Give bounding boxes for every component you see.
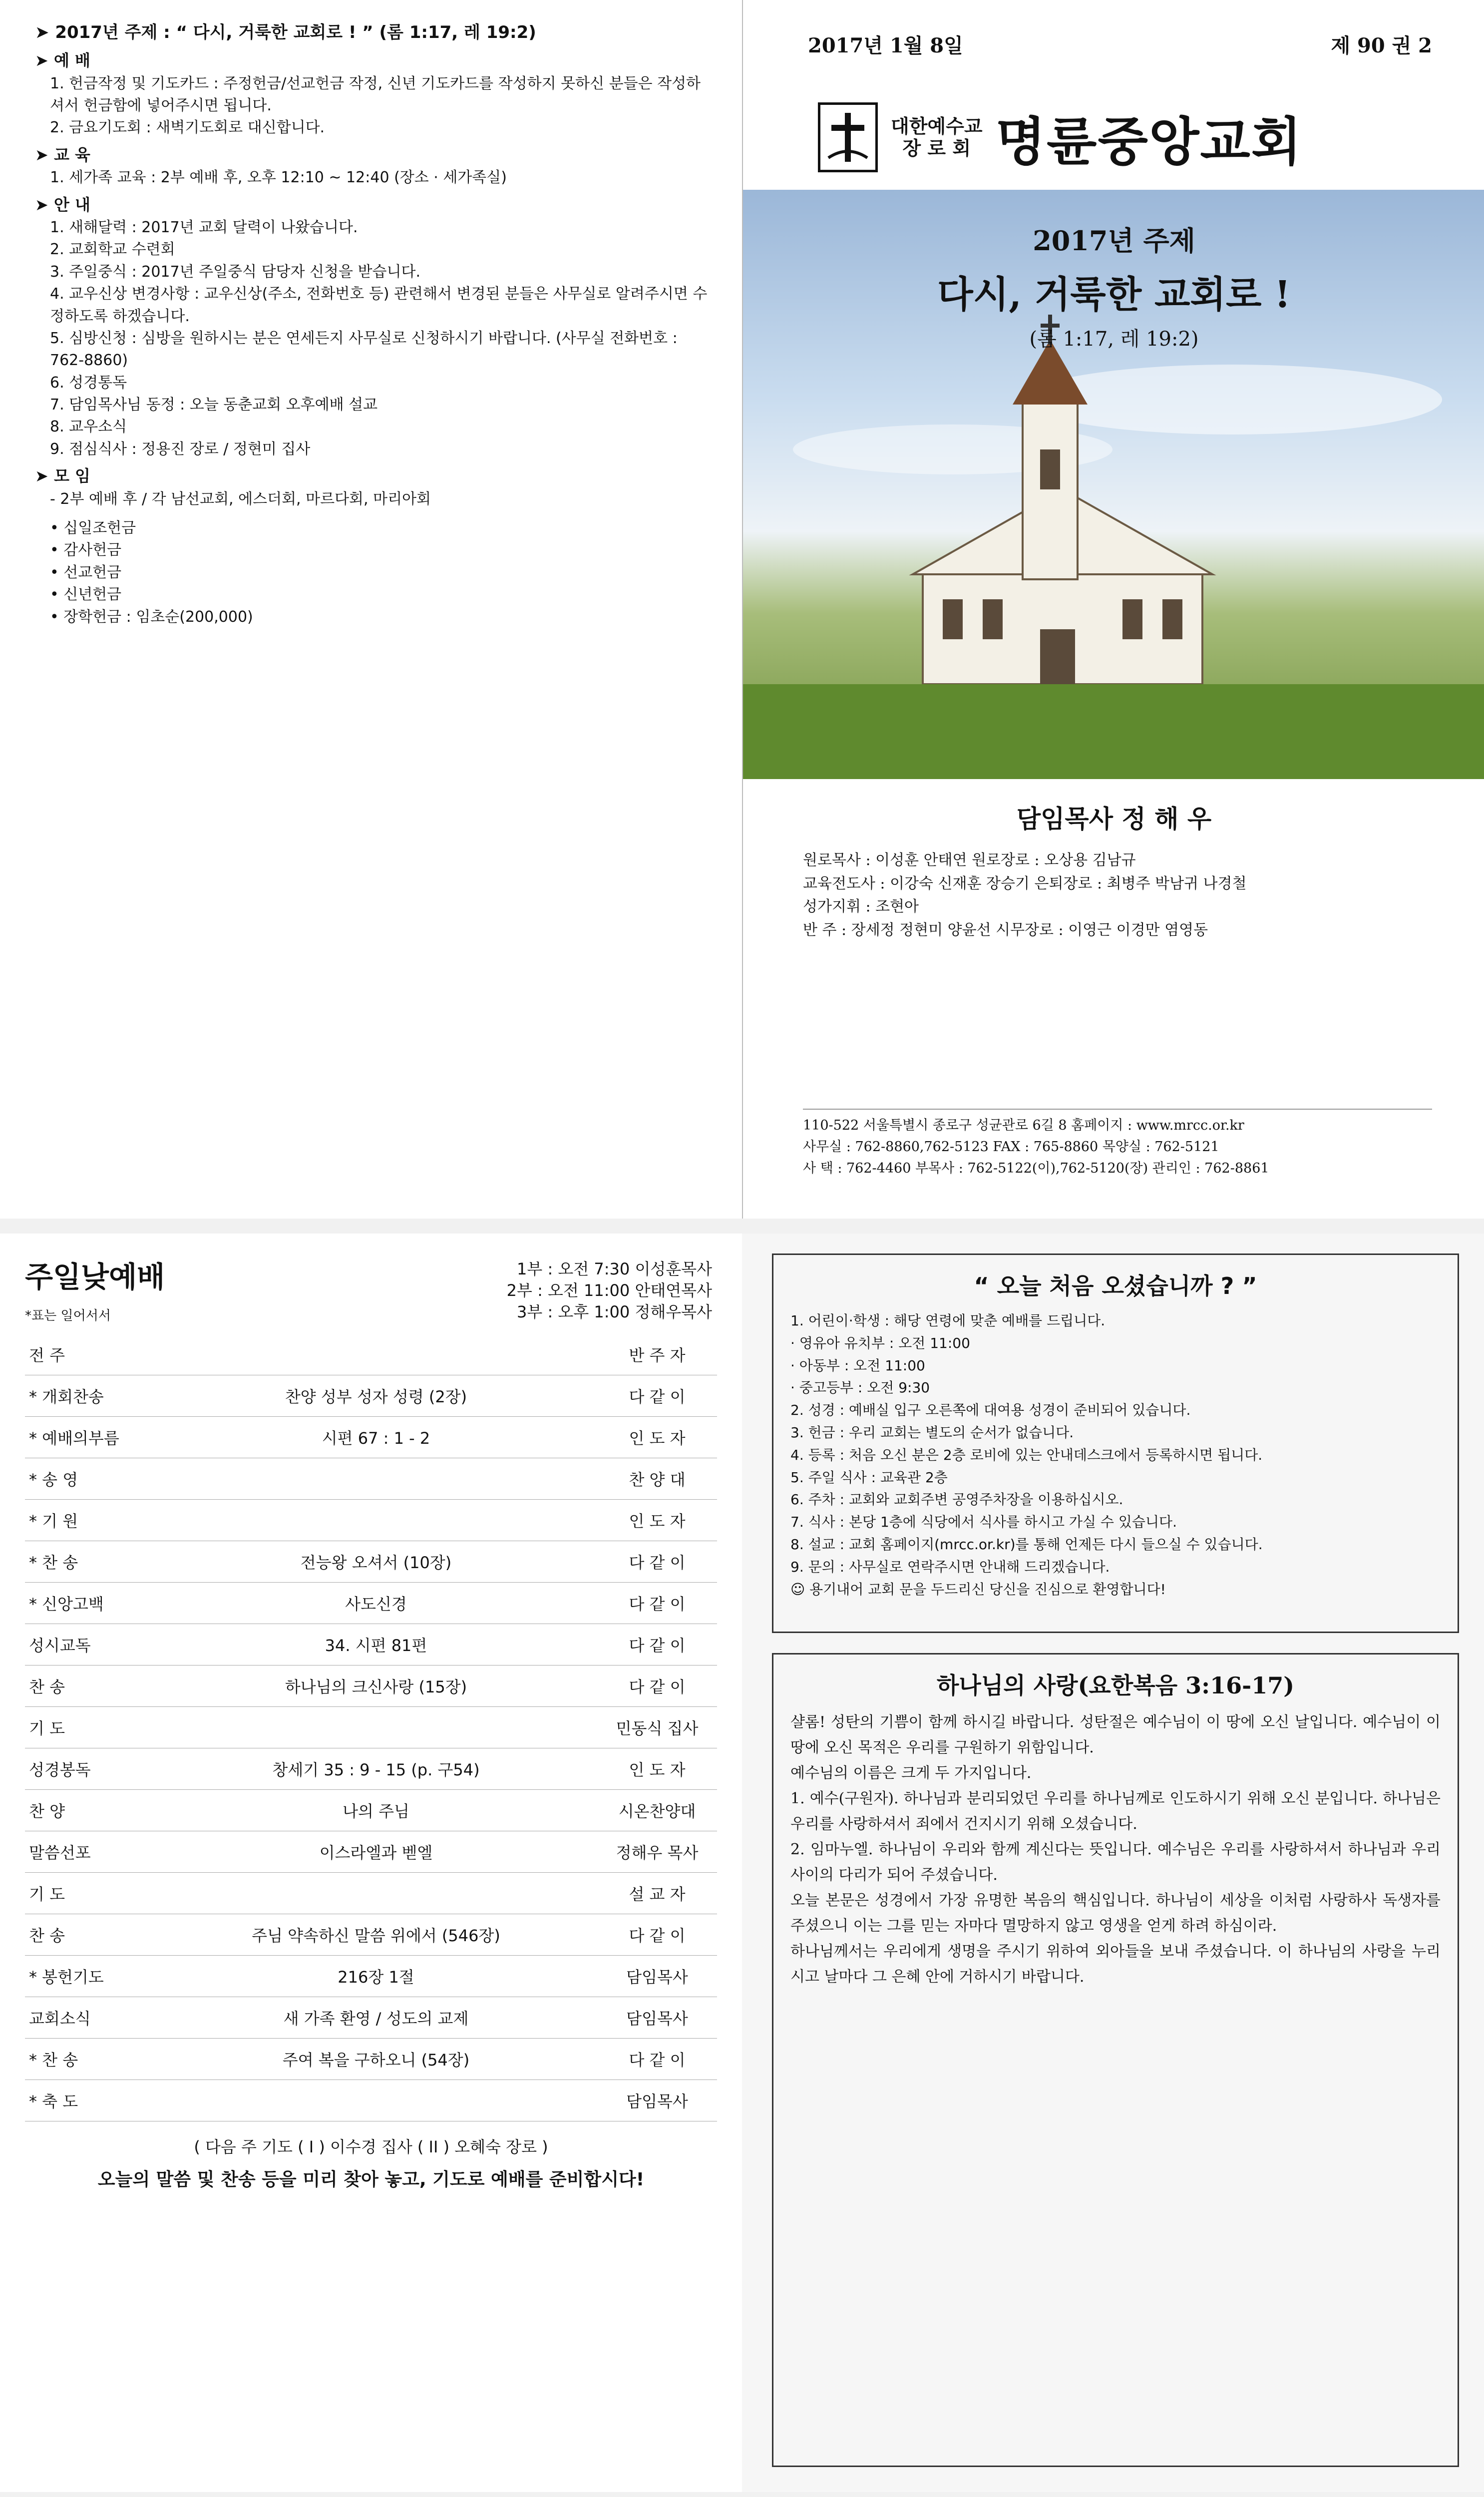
order-content bbox=[155, 2080, 597, 2121]
order-name: 성시교독 bbox=[25, 1624, 155, 1665]
staff-list bbox=[803, 849, 1432, 942]
worship-order-row bbox=[25, 1873, 717, 1914]
service-times bbox=[507, 1258, 712, 1323]
welcome-line: 6. 주차 : 교회와 교회주변 공영주차장을 이용하십시오. bbox=[790, 1491, 1123, 1508]
announcement-item: - 2부 예배 후 / 각 남선교회, 에스더회, 마르다회, 마리아회 bbox=[50, 490, 431, 508]
order-content bbox=[155, 1873, 597, 1914]
cover-panel bbox=[742, 0, 1484, 1219]
worship-order-row bbox=[25, 1500, 717, 1541]
order-name: * 찬 송 bbox=[25, 1541, 155, 1583]
offering-item: • 감사헌금 bbox=[50, 541, 122, 559]
cover-theme-main: 다시, 거룩한 교회로 ! bbox=[937, 273, 1291, 316]
worship-order-row bbox=[25, 1956, 717, 1997]
order-name: * 찬 송 bbox=[25, 2039, 155, 2080]
welcome-line: · 중고등부 : 오전 9:30 bbox=[790, 1379, 930, 1396]
worship-order-row bbox=[25, 2039, 717, 2080]
service-time: 2부 : 오전 11:00 안태연목사 bbox=[506, 1281, 712, 1300]
verse-paragraph: 2. 임마누엘. 하나님이 우리와 함께 계신다는 뜻입니다. 예수님은 우리를 사랑하셔서 하나님과 우리 사이의 다리가 되어 주셨습니다. bbox=[790, 1841, 1441, 1884]
order-content: 전능왕 오셔서 (10장) bbox=[155, 1541, 597, 1583]
verse-paragraph: 1. 예수(구원자). 하나님과 분리되었던 우리를 하나님께로 인도하시기 위해 오신 분입니다. 하나님은 우리를 사랑하셔서 죄에서 건지시기 위해 오셨습니다. bbox=[790, 1790, 1441, 1833]
order-content: 찬양 성부 성자 성령 (2장) bbox=[155, 1375, 597, 1417]
announcement-item: 1. 세가족 교육 : 2부 예배 후, 오후 12:10 ~ 12:40 (장소 · 세가족실) bbox=[50, 169, 507, 187]
worship-order-row bbox=[25, 1831, 717, 1873]
announcement-item: 4. 교우신상 변경사항 : 교우신상(주소, 전화번호 등) 관련해서 변경된 분들은 사무실로 알려주시면 수정하도록 하겠습니다. bbox=[50, 285, 708, 325]
worship-order-row bbox=[25, 1707, 717, 1748]
welcome-line: 7. 식사 : 본당 1층에 식당에서 식사를 하시고 가실 수 있습니다. bbox=[790, 1514, 1177, 1531]
worship-order-row bbox=[25, 1997, 717, 2039]
staff-line: 성가지휘 : 조현아 bbox=[803, 898, 919, 915]
order-leader: 다 같 이 bbox=[597, 1914, 717, 1956]
announcement-item: 2. 금요기도회 : 새벽기도회로 대신합니다. bbox=[50, 119, 325, 137]
order-leader: 다 같 이 bbox=[597, 1375, 717, 1417]
exhortation: 오늘의 말씀 및 찬송 등을 미리 찾아 놓고, 기도로 예배를 준비합시다! bbox=[97, 2169, 645, 2190]
welcome-line: 3. 헌금 : 우리 교회는 별도의 순서가 없습니다. bbox=[790, 1424, 1074, 1441]
welcome-line: 1. 어린이·학생 : 해당 연령에 맞춘 예배를 드립니다. bbox=[790, 1312, 1106, 1329]
order-name: 찬 송 bbox=[25, 1665, 155, 1707]
order-leader: 다 같 이 bbox=[597, 1541, 717, 1583]
bulletin-date: 2017년 1월 8일 bbox=[808, 34, 963, 57]
service-time: 3부 : 오후 1:00 정해우목사 bbox=[517, 1302, 712, 1322]
order-content: 시편 67 : 1 - 2 bbox=[155, 1417, 597, 1458]
order-content: 새 가족 환영 / 성도의 교제 bbox=[155, 1997, 597, 2039]
worship-order-row bbox=[25, 1541, 717, 1583]
order-leader: 정해우 목사 bbox=[597, 1831, 717, 1873]
offering-item: • 십일조헌금 bbox=[50, 519, 136, 537]
order-leader: 다 같 이 bbox=[597, 1583, 717, 1624]
order-content bbox=[155, 1707, 597, 1748]
verse-paragraph: 샬롬! 성탄의 기쁨이 함께 하시길 바랍니다. 성탄절은 예수님이 이 땅에 오신 날입니다. 예수님이 이 땅에 오신 목적은 우리를 구원하기 위함입니다. bbox=[790, 1713, 1441, 1756]
staff-line: 반 주 : 장세정 정현미 양윤선 시무장로 : 이영근 이경만 염영동 bbox=[803, 921, 1208, 939]
welcome-title: “ 오늘 처음 오셨습니까 ? ” bbox=[974, 1272, 1257, 1299]
announcement-item: 7. 담임목사님 동정 : 오늘 동춘교회 오후예배 설교 bbox=[50, 396, 378, 414]
order-leader: 담임목사 bbox=[597, 1997, 717, 2039]
cover-theme-year: 2017년 주제 bbox=[1033, 225, 1195, 257]
worship-order-row bbox=[25, 1458, 717, 1500]
welcome-line: ☺ 용기내어 교회 문을 두드리신 당신을 진심으로 환영합니다! bbox=[790, 1581, 1166, 1598]
order-content: 34. 시편 81편 bbox=[155, 1624, 597, 1665]
announcement-item: 1. 헌금작정 및 기도카드 : 주정헌금/선교헌금 작정, 신년 기도카드를 작성하지 못하신 분들은 작성하셔서 헌금함에 넣어주시면 됩니다. bbox=[50, 74, 701, 115]
theme-line: ➤ 2017년 주제 : “ 다시, 거룩한 교회로 ! ” (롬 1:17, 레 19:2) bbox=[35, 22, 536, 42]
cover-theme bbox=[743, 220, 1484, 352]
offering-item: • 장학헌금 : 임초순(200,000) bbox=[50, 608, 253, 626]
section-heading: ➤ 안 내 bbox=[35, 195, 90, 214]
order-name: 기 도 bbox=[25, 1707, 155, 1748]
order-content bbox=[155, 1500, 597, 1541]
offering-item: • 선교헌금 bbox=[50, 563, 122, 581]
worship-order-row bbox=[25, 1914, 717, 1956]
welcome-box bbox=[772, 1253, 1459, 1633]
section-heading: ➤ 모 임 bbox=[35, 466, 90, 486]
senior-pastor: 담임목사 정 해 우 bbox=[1016, 804, 1212, 833]
staff-line: 교육전도사 : 이강숙 신재훈 장승기 은퇴장로 : 최병주 박남귀 나경철 bbox=[803, 874, 1247, 892]
order-leader: 설 교 자 bbox=[597, 1873, 717, 1914]
verse-paragraph: 하나님께서는 우리에게 생명을 주시기 위하여 외아들을 보내 주셨습니다. 이 하나님의 사랑을 누리시고 날마다 그 은혜 안에 거하시기 바랍니다. bbox=[790, 1943, 1441, 1986]
fold-divider bbox=[0, 2492, 1484, 2497]
order-name: 성경봉독 bbox=[25, 1748, 155, 1790]
order-content: 사도신경 bbox=[155, 1583, 597, 1624]
worship-order-row bbox=[25, 1375, 717, 1417]
church-address bbox=[803, 1109, 1432, 1180]
order-name: 말씀선포 bbox=[25, 1831, 155, 1873]
fold-divider bbox=[0, 1219, 1484, 1234]
welcome-line: · 아동부 : 오전 11:00 bbox=[790, 1357, 925, 1374]
address-line: 사 택 : 762-4460 부목사 : 762-5122(이),762-5120(장) 관리인 : 762-8861 bbox=[803, 1161, 1269, 1177]
order-name: 기 도 bbox=[25, 1873, 155, 1914]
next-prayer: ( 다음 주 기도 ( I ) 이수경 집사 ( II ) 오혜숙 장로 ) bbox=[194, 2137, 548, 2156]
welcome-line: 5. 주일 식사 : 교육관 2층 bbox=[790, 1469, 948, 1486]
announcement-item: 8. 교우소식 bbox=[50, 418, 127, 436]
order-name: 찬 송 bbox=[25, 1914, 155, 1956]
order-leader: 다 같 이 bbox=[597, 2039, 717, 2080]
church-cross-logo-icon bbox=[818, 102, 878, 172]
worship-order-table bbox=[25, 1334, 717, 2121]
worship-order-row bbox=[25, 1624, 717, 1665]
church-name: 명륜중앙교회 bbox=[995, 111, 1303, 172]
worship-order-row bbox=[25, 1417, 717, 1458]
order-content: 이스라엘과 벧엘 bbox=[155, 1831, 597, 1873]
denomination: 대한예수교 장 로 회 bbox=[891, 115, 983, 159]
offering-list bbox=[35, 517, 712, 628]
order-name: * 송 영 bbox=[25, 1458, 155, 1500]
announcement-item: 5. 심방신청 : 심방을 원하시는 분은 연세든지 사무실로 신청하시기 바랍니다. (사무실 전화번호 : 762-8860) bbox=[50, 329, 678, 370]
announcement-sections bbox=[35, 49, 712, 510]
order-leader: 인 도 자 bbox=[597, 1748, 717, 1790]
worship-order-row bbox=[25, 1583, 717, 1624]
order-content: 나의 주님 bbox=[155, 1790, 597, 1831]
order-leader: 인 도 자 bbox=[597, 1417, 717, 1458]
verse-box bbox=[772, 1653, 1459, 2467]
offering-item: • 신년헌금 bbox=[50, 586, 122, 604]
order-name: * 축 도 bbox=[25, 2080, 155, 2121]
order-name: 교회소식 bbox=[25, 1997, 155, 2039]
announcements-panel bbox=[0, 0, 742, 1219]
verse-title: 하나님의 사랑(요한복음 3:16-17) bbox=[936, 1672, 1295, 1699]
worship-order-row bbox=[25, 2080, 717, 2121]
order-leader: 찬 양 대 bbox=[597, 1458, 717, 1500]
announcement-item: 9. 점심식사 : 정용진 장로 / 정현미 집사 bbox=[50, 440, 311, 458]
order-content bbox=[155, 1334, 597, 1375]
announcement-item: 6. 성경통독 bbox=[50, 374, 127, 392]
worship-order-row bbox=[25, 1748, 717, 1790]
order-leader: 인 도 자 bbox=[597, 1500, 717, 1541]
welcome-line: · 영유아 유치부 : 오전 11:00 bbox=[790, 1334, 970, 1351]
section-heading: ➤ 교 육 bbox=[35, 145, 90, 164]
worship-order-row bbox=[25, 1665, 717, 1707]
worship-order-row bbox=[25, 1334, 717, 1375]
welcome-panel bbox=[742, 1234, 1484, 2492]
welcome-line: 4. 등록 : 처음 오신 분은 2층 로비에 있는 안내데스크에서 등록하시면 됩니다. bbox=[790, 1446, 1263, 1463]
announcement-item: 3. 주일중식 : 2017년 주일중식 담당자 신청을 받습니다. bbox=[50, 263, 420, 281]
order-leader: 민동식 집사 bbox=[597, 1707, 717, 1748]
sunday-service-panel bbox=[0, 1234, 742, 2492]
cover-header bbox=[808, 30, 1432, 58]
worship-order-row bbox=[25, 1790, 717, 1831]
welcome-line: 8. 설교 : 교회 홈페이지(mrcc.or.kr)를 통해 언제든 다시 들으실 수 있습니다. bbox=[790, 1536, 1263, 1553]
welcome-line: 2. 성경 : 예배실 입구 오른쪽에 대여용 성경이 준비되어 있습니다. bbox=[790, 1402, 1191, 1419]
order-name: 찬 양 bbox=[25, 1790, 155, 1831]
order-leader: 담임목사 bbox=[597, 1956, 717, 1997]
order-leader: 시온찬양대 bbox=[597, 1790, 717, 1831]
order-name: * 봉헌기도 bbox=[25, 1956, 155, 1997]
order-name: * 예배의부름 bbox=[25, 1417, 155, 1458]
order-leader: 다 같 이 bbox=[597, 1624, 717, 1665]
verse-text bbox=[790, 1709, 1441, 1990]
address-line: 사무실 : 762-8860,762-5123 FAX : 765-8860 목양실 : 762-5121 bbox=[803, 1139, 1219, 1155]
order-leader: 담임목사 bbox=[597, 2080, 717, 2121]
welcome-lines bbox=[790, 1310, 1441, 1601]
order-content bbox=[155, 1458, 597, 1500]
order-content: 하나님의 크신사랑 (15장) bbox=[155, 1665, 597, 1707]
sunday-service-title: 주일낮예배 bbox=[25, 1260, 165, 1294]
announcement-item: 1. 새해달력 : 2017년 교회 달력이 나왔습니다. bbox=[50, 218, 358, 236]
bulletin-issue: 제 90 권 2 bbox=[1331, 34, 1432, 57]
order-name: * 개회찬송 bbox=[25, 1375, 155, 1417]
section-heading: ➤ 예 배 bbox=[35, 51, 90, 70]
order-content: 216장 1절 bbox=[155, 1956, 597, 1997]
announcement-item: 2. 교회학교 수련회 bbox=[50, 241, 175, 259]
service-time: 1부 : 오전 7:30 이성훈목사 bbox=[517, 1259, 712, 1278]
welcome-line: 9. 문의 : 사무실로 연락주시면 안내해 드리겠습니다. bbox=[790, 1558, 1110, 1575]
order-content: 창세기 35 : 9 - 15 (p. 구54) bbox=[155, 1748, 597, 1790]
order-content: 주님 약속하신 말씀 위에서 (546장) bbox=[155, 1914, 597, 1956]
standing-note: *표는 일어서서 bbox=[25, 1308, 111, 1323]
order-leader: 반 주 자 bbox=[597, 1334, 717, 1375]
order-leader: 다 같 이 bbox=[597, 1665, 717, 1707]
verse-paragraph: 예수님의 이름은 크게 두 가지입니다. bbox=[790, 1764, 1032, 1782]
staff-line: 원로목사 : 이성훈 안태연 원로장로 : 오상용 김남규 bbox=[803, 851, 1136, 869]
order-name: * 신앙고백 bbox=[25, 1583, 155, 1624]
church-logo-row bbox=[818, 100, 1302, 175]
order-content: 주여 복을 구하오니 (54장) bbox=[155, 2039, 597, 2080]
order-name: * 기 원 bbox=[25, 1500, 155, 1541]
address-line: 110-522 서울특별시 종로구 성균관로 6길 8 홈페이지 : www.mrcc.or.kr bbox=[803, 1118, 1244, 1133]
order-name: 전 주 bbox=[25, 1334, 155, 1375]
cover-theme-ref: (롬 1:17, 레 19:2) bbox=[1029, 328, 1199, 351]
verse-paragraph: 오늘 본문은 성경에서 가장 유명한 복음의 핵심입니다. 하나님이 세상을 이처럼 사랑하사 독생자를 주셨으니 이는 그를 믿는 자마다 멸망하지 않고 영생을 얻게 하려 하심이라. bbox=[790, 1892, 1441, 1935]
